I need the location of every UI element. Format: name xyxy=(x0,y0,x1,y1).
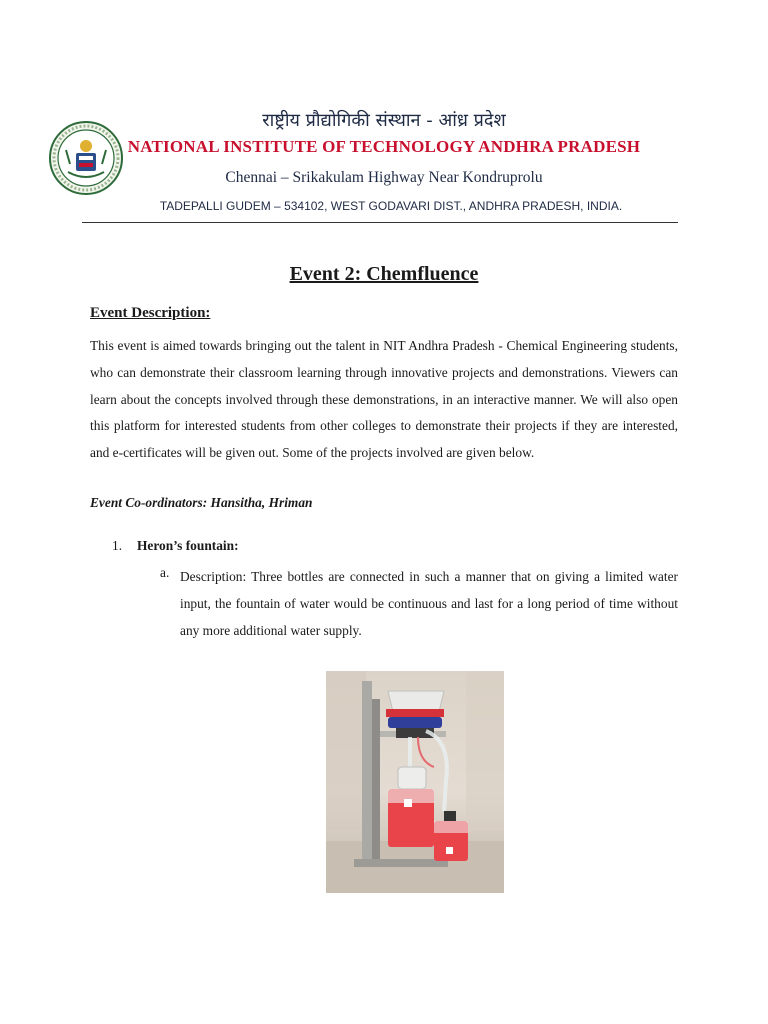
event-title: Event 2: Chemfluence xyxy=(289,263,479,285)
nit-logo-seal-icon xyxy=(48,120,124,196)
list-item-number: 1. xyxy=(112,538,123,553)
institute-name-english: NATIONAL INSTITUTE OF TECHNOLOGY ANDHRA PRADESH xyxy=(127,137,641,156)
herons-fountain-photo xyxy=(326,671,504,893)
section-heading: Event Description: xyxy=(90,305,211,321)
institute-name-hindi: राष्ट्रीय प्रौद्योगिकी संस्थान - आंध्र प्रदेश xyxy=(262,110,506,131)
list-item-title: Heron’s fountain: xyxy=(137,538,239,553)
event-coordinators: Event Co-ordinators: Hansitha, Hriman xyxy=(90,495,313,510)
institute-address: Chennai – Srikakulam Highway Near Kondruprolu xyxy=(225,169,543,186)
sub-item-letter: a. xyxy=(160,565,170,580)
sub-item-description: Description: Three bottles are connected in such a manner that on giving a limited water input, the fountain of water would be continuous and last for a long period of time without any more additional water supply. xyxy=(180,569,678,638)
letterhead-divider xyxy=(82,222,678,223)
institute-place: TADEPALLI GUDEM – 534102, WEST GODAVARI DIST., ANDHRA PRADESH, INDIA. xyxy=(159,199,623,213)
event-description: This event is aimed towards bringing out the talent in NIT Andhra Pradesh - Chemical Engineering students, who can demonstrate their classroom learning through innovative projects and demonstrations. Viewers can learn about the concepts involved through these demonstrations, in an interactive manner. We will also open this platform for interested students from other colleges to demonstrate their projects if they are interested, and e-certificates will be given out. Some of the projects involved are given below. xyxy=(90,338,678,461)
